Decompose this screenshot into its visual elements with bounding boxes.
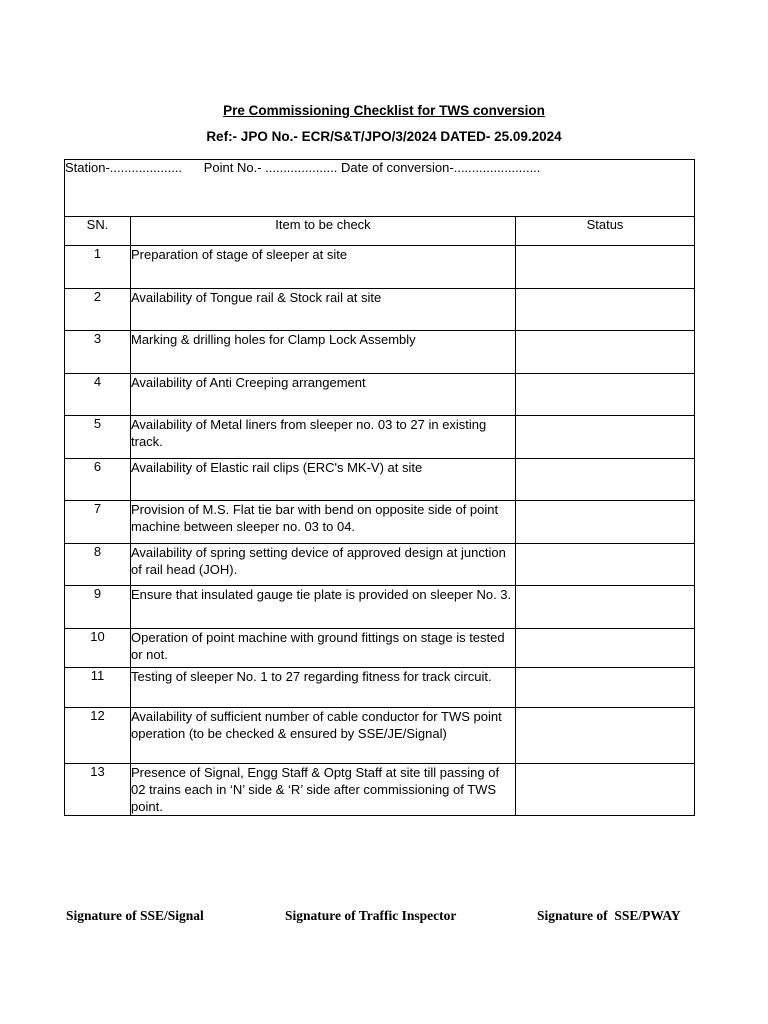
row-status[interactable] xyxy=(516,416,695,459)
table-row xyxy=(65,246,695,289)
row-status[interactable] xyxy=(516,708,695,764)
table-row xyxy=(65,374,695,416)
column-header-row xyxy=(65,217,695,246)
row-item: Marking & drilling holes for Clamp Lock Assembly xyxy=(131,331,516,374)
reference-line: Ref:- JPO No.- ECR/S&T/JPO/3/2024 DATED- 25.09.2024 xyxy=(206,129,562,144)
row-sn: 8 xyxy=(65,544,131,586)
row-sn: 2 xyxy=(65,289,131,331)
column-header-status: Status xyxy=(516,217,695,246)
signature-traffic-inspector: Signature of Traffic Inspector xyxy=(285,908,457,923)
row-status[interactable] xyxy=(516,459,695,501)
row-status[interactable] xyxy=(516,331,695,374)
row-item: Availability of sufficient number of cable conductor for TWS point operation (to be checked & ensured by SSE/JE/Signal) xyxy=(131,708,516,764)
table-row xyxy=(65,544,695,586)
row-status[interactable] xyxy=(516,501,695,544)
column-header-sn: SN. xyxy=(65,217,131,246)
row-item: Availability of Tongue rail & Stock rail at site xyxy=(131,289,516,331)
table-row xyxy=(65,416,695,459)
row-status[interactable] xyxy=(516,289,695,331)
row-sn: 11 xyxy=(65,668,131,708)
station-info-cell xyxy=(65,160,695,217)
row-item: Preparation of stage of sleeper at site xyxy=(131,246,516,289)
row-status[interactable] xyxy=(516,586,695,629)
station-info-row xyxy=(65,160,695,217)
table-row xyxy=(65,586,695,629)
table-row xyxy=(65,629,695,668)
row-status[interactable] xyxy=(516,246,695,289)
column-header-item: Item to be check xyxy=(131,217,516,246)
row-sn: 1 xyxy=(65,246,131,289)
row-sn: 10 xyxy=(65,629,131,668)
checklist-table xyxy=(64,159,695,816)
row-status[interactable] xyxy=(516,544,695,586)
row-item: Availability of spring setting device of approved design at junction of rail head (JOH). xyxy=(131,544,516,586)
row-item: Provision of M.S. Flat tie bar with bend on opposite side of point machine between sleeper no. 03 to 04. xyxy=(131,501,516,544)
station-field: Station-.................... xyxy=(65,160,183,175)
table-row xyxy=(65,501,695,544)
row-sn: 5 xyxy=(65,416,131,459)
point-no-field: Point No.- .................... xyxy=(203,160,338,175)
row-status[interactable] xyxy=(516,629,695,668)
row-sn: 4 xyxy=(65,374,131,416)
table-row xyxy=(65,764,695,816)
table-row xyxy=(65,331,695,374)
row-item: Presence of Signal, Engg Staff & Optg Staff at site till passing of 02 trains each in ‘N’ side & ‘R’ side after commissioning of TWS point. xyxy=(131,764,516,816)
row-sn: 13 xyxy=(65,764,131,816)
row-item: Testing of sleeper No. 1 to 27 regarding fitness for track circuit. xyxy=(131,668,516,708)
signature-sse-signal: Signature of SSE/Signal xyxy=(66,908,204,923)
row-status[interactable] xyxy=(516,764,695,816)
row-sn: 12 xyxy=(65,708,131,764)
table-row xyxy=(65,289,695,331)
row-sn: 3 xyxy=(65,331,131,374)
row-item: Availability of Elastic rail clips (ERC's MK-V) at site xyxy=(131,459,516,501)
signature-sse-pway: Signature of SSE/PWAY xyxy=(537,908,681,923)
document-title: Pre Commissioning Checklist for TWS conversion xyxy=(223,103,545,118)
row-item: Availability of Anti Creeping arrangement xyxy=(131,374,516,416)
date-of-conversion-field: Date of conversion-........................ xyxy=(341,160,541,175)
row-item: Availability of Metal liners from sleeper no. 03 to 27 in existing track. xyxy=(131,416,516,459)
row-sn: 9 xyxy=(65,586,131,629)
table-row xyxy=(65,459,695,501)
row-status[interactable] xyxy=(516,374,695,416)
row-item: Ensure that insulated gauge tie plate is provided on sleeper No. 3. xyxy=(131,586,516,629)
table-row xyxy=(65,668,695,708)
row-status[interactable] xyxy=(516,668,695,708)
row-sn: 6 xyxy=(65,459,131,501)
row-sn: 7 xyxy=(65,501,131,544)
row-item: Operation of point machine with ground fittings on stage is tested or not. xyxy=(131,629,516,668)
table-row xyxy=(65,708,695,764)
